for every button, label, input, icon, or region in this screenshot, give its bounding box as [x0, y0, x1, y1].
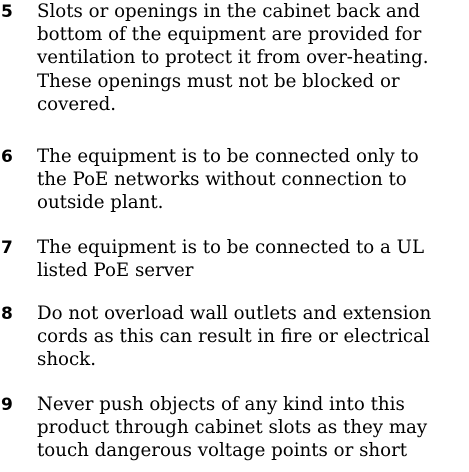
- item-text: [37, 145, 469, 215]
- text-line: Slots or openings in the cabinet back and: [37, 1, 421, 22]
- text-line: shock.: [37, 349, 96, 371]
- item-text: [37, 393, 469, 463]
- text-line: The equipment is to be connected to a UL: [37, 237, 425, 258]
- text-line: These openings must not be blocked or: [37, 70, 400, 92]
- item-text: [37, 0, 469, 116]
- item-number: 7: [1, 238, 13, 258]
- text-line: the PoE networks without connection to: [37, 169, 407, 191]
- text-line: covered.: [37, 93, 117, 115]
- item-number: 5: [1, 2, 13, 22]
- text-line: listed PoE server: [37, 260, 194, 282]
- text-line: outside plant.: [37, 192, 164, 214]
- item-text: [37, 302, 469, 372]
- text-line: cords as this can result in fire or electrical: [37, 326, 430, 348]
- text-line: ventilation to protect it from over-heating.: [37, 47, 429, 69]
- item-number: 9: [1, 395, 13, 415]
- text-line: product through cabinet slots as they may: [37, 417, 428, 439]
- item-number: 8: [1, 304, 13, 324]
- item-text: [37, 236, 469, 282]
- text-line: The equipment is to be connected only to: [37, 146, 419, 167]
- text-line: Never push objects of any kind into this: [37, 394, 405, 415]
- text-line: touch dangerous voltage points or short: [37, 440, 408, 462]
- text-line: Do not overload wall outlets and extension: [37, 303, 432, 324]
- text-line: bottom of the equipment are provided for: [37, 24, 422, 46]
- item-number: 6: [1, 147, 13, 167]
